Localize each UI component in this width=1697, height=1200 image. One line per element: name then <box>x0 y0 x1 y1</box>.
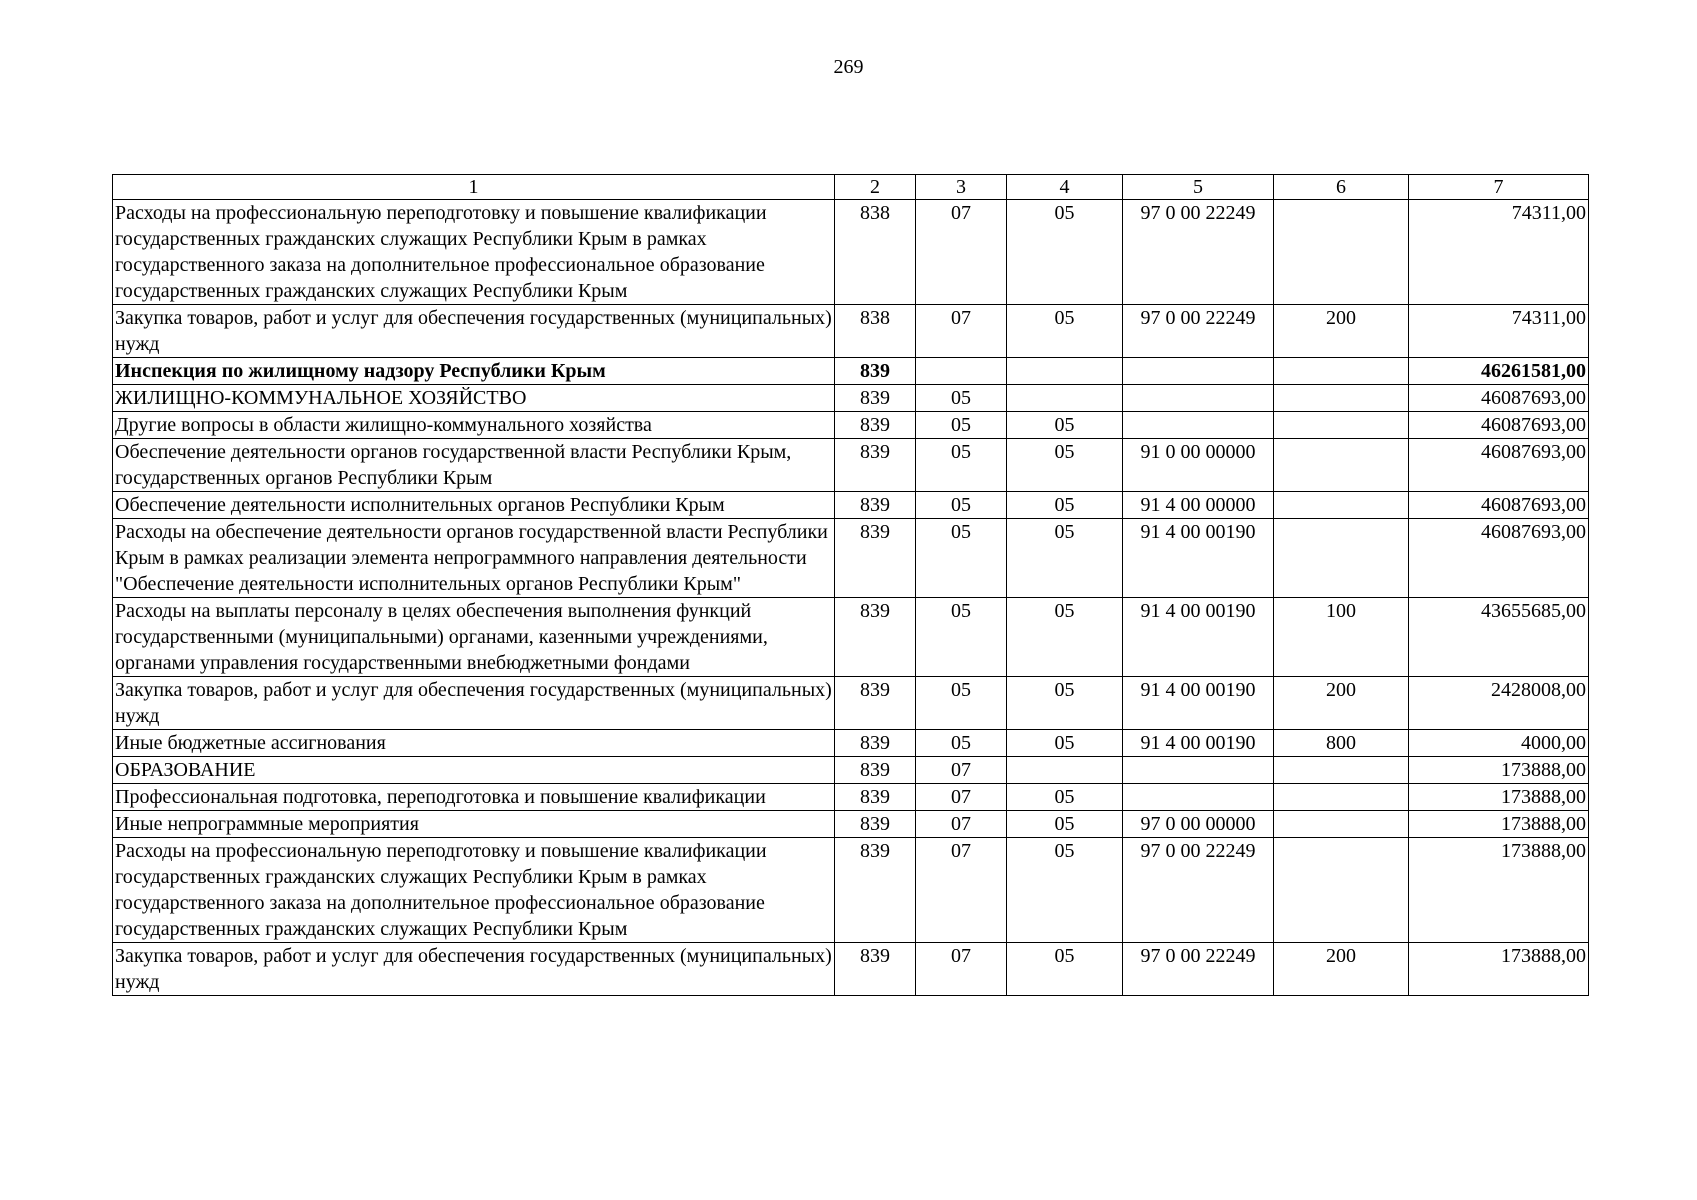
amount-cell: 74311,00 <box>1409 200 1589 305</box>
subsection-code-cell: 05 <box>1007 412 1123 439</box>
column-header: 1 <box>113 175 835 200</box>
expense-type-cell: 200 <box>1274 305 1409 358</box>
section-code-cell: 07 <box>916 811 1007 838</box>
amount-cell: 2428008,00 <box>1409 677 1589 730</box>
expense-type-cell: 200 <box>1274 943 1409 996</box>
table-row <box>113 492 1589 519</box>
page-number: 269 <box>833 56 864 78</box>
subsection-code-cell <box>1007 358 1123 385</box>
subsection-code-cell: 05 <box>1007 677 1123 730</box>
table-row <box>113 519 1589 598</box>
table-row <box>113 200 1589 305</box>
ministry-code-cell: 839 <box>835 730 916 757</box>
target-article-cell <box>1123 784 1274 811</box>
table-row <box>113 358 1589 385</box>
target-article-cell <box>1123 358 1274 385</box>
amount-cell: 4000,00 <box>1409 730 1589 757</box>
section-code-cell: 07 <box>916 757 1007 784</box>
ministry-code-cell: 839 <box>835 757 916 784</box>
target-article-cell: 97 0 00 22249 <box>1123 305 1274 358</box>
row-name-cell: Профессиональная подготовка, переподготовка и повышение квалификации <box>113 784 835 811</box>
ministry-code-cell: 839 <box>835 784 916 811</box>
section-code-cell: 07 <box>916 784 1007 811</box>
target-article-cell: 91 4 00 00190 <box>1123 677 1274 730</box>
section-code-cell: 07 <box>916 305 1007 358</box>
ministry-code-cell: 839 <box>835 385 916 412</box>
row-name-cell: Расходы на обеспечение деятельности органов государственной власти Республики Крым в рамках реализации элемента непрограммного направления деятельности "Обеспечение деятельности исполнительных органов Республики Крым" <box>113 519 835 598</box>
amount-cell: 46087693,00 <box>1409 519 1589 598</box>
expense-type-cell <box>1274 358 1409 385</box>
section-code-cell: 05 <box>916 412 1007 439</box>
table-row <box>113 305 1589 358</box>
table-row <box>113 730 1589 757</box>
subsection-code-cell <box>1007 757 1123 784</box>
ministry-code-cell: 839 <box>835 598 916 677</box>
section-code-cell: 05 <box>916 519 1007 598</box>
section-code-cell: 07 <box>916 943 1007 996</box>
table-row <box>113 598 1589 677</box>
target-article-cell: 91 4 00 00000 <box>1123 492 1274 519</box>
amount-cell: 46087693,00 <box>1409 439 1589 492</box>
row-name-cell: Закупка товаров, работ и услуг для обеспечения государственных (муниципальных) нужд <box>113 305 835 358</box>
table-row <box>113 784 1589 811</box>
header-row <box>113 175 1589 200</box>
target-article-cell: 91 4 00 00190 <box>1123 598 1274 677</box>
ministry-code-cell: 839 <box>835 492 916 519</box>
target-article-cell <box>1123 385 1274 412</box>
section-code-cell: 07 <box>916 200 1007 305</box>
amount-cell: 46087693,00 <box>1409 412 1589 439</box>
budget-table <box>112 174 1589 996</box>
target-article-cell: 97 0 00 22249 <box>1123 200 1274 305</box>
expense-type-cell <box>1274 784 1409 811</box>
expense-type-cell <box>1274 519 1409 598</box>
expense-type-cell <box>1274 811 1409 838</box>
row-name-cell: Инспекция по жилищному надзору Республики Крым <box>113 358 835 385</box>
row-name-cell: Закупка товаров, работ и услуг для обеспечения государственных (муниципальных) нужд <box>113 943 835 996</box>
ministry-code-cell: 838 <box>835 200 916 305</box>
column-header: 7 <box>1409 175 1589 200</box>
subsection-code-cell: 05 <box>1007 200 1123 305</box>
amount-cell: 173888,00 <box>1409 757 1589 784</box>
table-row <box>113 757 1589 784</box>
ministry-code-cell: 839 <box>835 943 916 996</box>
table-row <box>113 412 1589 439</box>
target-article-cell: 97 0 00 00000 <box>1123 811 1274 838</box>
amount-cell: 46261581,00 <box>1409 358 1589 385</box>
ministry-code-cell: 839 <box>835 412 916 439</box>
expense-type-cell <box>1274 385 1409 412</box>
ministry-code-cell: 838 <box>835 305 916 358</box>
ministry-code-cell: 839 <box>835 811 916 838</box>
row-name-cell: Другие вопросы в области жилищно-коммунального хозяйства <box>113 412 835 439</box>
table-row <box>113 385 1589 412</box>
amount-cell: 173888,00 <box>1409 838 1589 943</box>
row-name-cell: Расходы на профессиональную переподготовку и повышение квалификации государственных гражданских служащих Республики Крым в рамках государственного заказа на дополнительное профессиональное образование государственных гражданских служащих Республики Крым <box>113 838 835 943</box>
subsection-code-cell: 05 <box>1007 730 1123 757</box>
subsection-code-cell: 05 <box>1007 305 1123 358</box>
subsection-code-cell: 05 <box>1007 811 1123 838</box>
subsection-code-cell: 05 <box>1007 519 1123 598</box>
subsection-code-cell: 05 <box>1007 784 1123 811</box>
amount-cell: 173888,00 <box>1409 811 1589 838</box>
target-article-cell <box>1123 757 1274 784</box>
row-name-cell: Иные бюджетные ассигнования <box>113 730 835 757</box>
section-code-cell: 05 <box>916 439 1007 492</box>
section-code-cell: 05 <box>916 385 1007 412</box>
expense-type-cell <box>1274 492 1409 519</box>
section-code-cell: 05 <box>916 730 1007 757</box>
row-name-cell: Закупка товаров, работ и услуг для обеспечения государственных (муниципальных) нужд <box>113 677 835 730</box>
table-row <box>113 943 1589 996</box>
amount-cell: 173888,00 <box>1409 784 1589 811</box>
row-name-cell: Обеспечение деятельности органов государственной власти Республики Крым, государственных органов Республики Крым <box>113 439 835 492</box>
target-article-cell: 97 0 00 22249 <box>1123 943 1274 996</box>
subsection-code-cell: 05 <box>1007 943 1123 996</box>
amount-cell: 46087693,00 <box>1409 492 1589 519</box>
expense-type-cell <box>1274 200 1409 305</box>
target-article-cell <box>1123 412 1274 439</box>
target-article-cell: 91 0 00 00000 <box>1123 439 1274 492</box>
expense-type-cell: 100 <box>1274 598 1409 677</box>
target-article-cell: 97 0 00 22249 <box>1123 838 1274 943</box>
subsection-code-cell <box>1007 385 1123 412</box>
amount-cell: 173888,00 <box>1409 943 1589 996</box>
ministry-code-cell: 839 <box>835 838 916 943</box>
column-header: 5 <box>1123 175 1274 200</box>
column-header: 6 <box>1274 175 1409 200</box>
table-row <box>113 439 1589 492</box>
table-row <box>113 677 1589 730</box>
amount-cell: 74311,00 <box>1409 305 1589 358</box>
table-row <box>113 838 1589 943</box>
section-code-cell <box>916 358 1007 385</box>
row-name-cell: Расходы на профессиональную переподготовку и повышение квалификации государственных гражданских служащих Республики Крым в рамках государственного заказа на дополнительное профессиональное образование государственных гражданских служащих Республики Крым <box>113 200 835 305</box>
amount-cell: 46087693,00 <box>1409 385 1589 412</box>
section-code-cell: 05 <box>916 677 1007 730</box>
expense-type-cell: 800 <box>1274 730 1409 757</box>
expense-type-cell <box>1274 757 1409 784</box>
table-row <box>113 811 1589 838</box>
row-name-cell: Расходы на выплаты персоналу в целях обеспечения выполнения функций государственными (муниципальными) органами, казенными учреждениями, органами управления государственными внебюджетными фондами <box>113 598 835 677</box>
ministry-code-cell: 839 <box>835 519 916 598</box>
column-header: 4 <box>1007 175 1123 200</box>
subsection-code-cell: 05 <box>1007 492 1123 519</box>
column-header: 3 <box>916 175 1007 200</box>
section-code-cell: 07 <box>916 838 1007 943</box>
ministry-code-cell: 839 <box>835 439 916 492</box>
row-name-cell: ЖИЛИЩНО-КОММУНАЛЬНОЕ ХОЗЯЙСТВО <box>113 385 835 412</box>
expense-type-cell <box>1274 439 1409 492</box>
ministry-code-cell: 839 <box>835 358 916 385</box>
target-article-cell: 91 4 00 00190 <box>1123 730 1274 757</box>
expense-type-cell: 200 <box>1274 677 1409 730</box>
subsection-code-cell: 05 <box>1007 598 1123 677</box>
section-code-cell: 05 <box>916 492 1007 519</box>
target-article-cell: 91 4 00 00190 <box>1123 519 1274 598</box>
row-name-cell: Обеспечение деятельности исполнительных органов Республики Крым <box>113 492 835 519</box>
amount-cell: 43655685,00 <box>1409 598 1589 677</box>
section-code-cell: 05 <box>916 598 1007 677</box>
table-body <box>113 200 1589 996</box>
expense-type-cell <box>1274 838 1409 943</box>
column-header: 2 <box>835 175 916 200</box>
subsection-code-cell: 05 <box>1007 439 1123 492</box>
expense-type-cell <box>1274 412 1409 439</box>
subsection-code-cell: 05 <box>1007 838 1123 943</box>
ministry-code-cell: 839 <box>835 677 916 730</box>
row-name-cell: ОБРАЗОВАНИЕ <box>113 757 835 784</box>
row-name-cell: Иные непрограммные мероприятия <box>113 811 835 838</box>
